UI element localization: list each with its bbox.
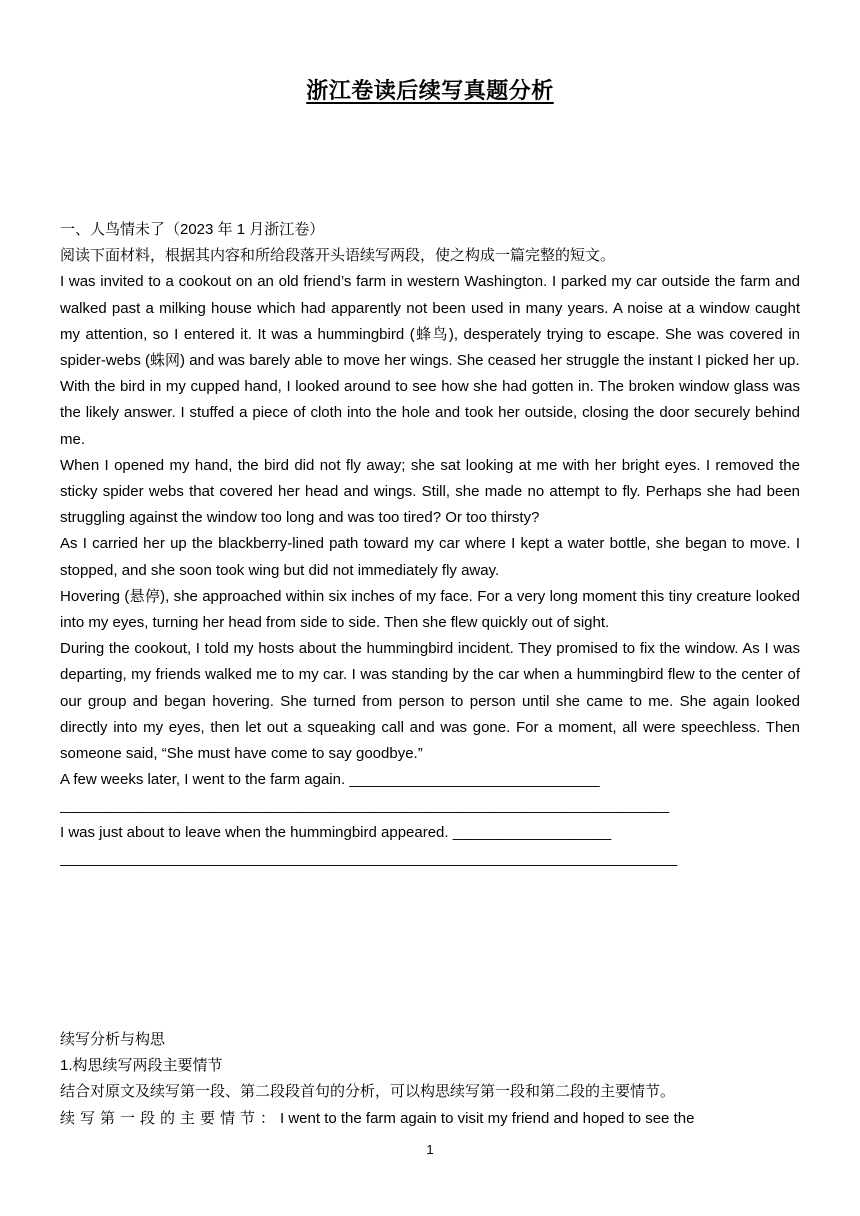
- continuation-prompt-2: I was just about to leave when the hummingbird appeared. ___________________: [60, 823, 612, 841]
- story-paragraph-6: During the cookout, I told my hosts about the hummingbird incident. They promised to fix the window. As I was departing, my friends walked me to my car. I was standing by the car when a hummingbird flew to the center of our group and began hovering. She turned from person to person until she came to me. She again looked directly into my eyes, then let out a squeaking call and was gone. For a moment, all were speechless. Then someone said, “She must have come to say goodbye.”: [60, 640, 800, 763]
- analysis-para1: [60, 1106, 800, 1132]
- answer-blank-1: _________________________________________________________________________: [60, 797, 669, 815]
- story-paragraph-4: As I carried her up the blackberry-lined path toward my car where I kept a water bottle, she began to move. I stopped, and she soon took wing but did not immediately fly away.: [60, 535, 800, 579]
- story-paragraph-2: With the bird in my cupped hand, I looked around to see how she had gotten in. The broken window glass was the likely answer. I stuffed a piece of cloth into the hole and took her outside, closing the door securely behind me.: [60, 378, 800, 448]
- continuation-prompt-1: A few weeks later, I went to the farm again. ______________________________: [60, 771, 600, 789]
- story-paragraph-1: I was invited to a cookout on an old friend’s farm in western Washington. I parked my car outside the farm and walked past a milking house which had apparently not been used in many years. A noise at a window caught my attention, so I entered it. It was a hummingbird (蜂鸟), desperately trying to escape. She was covered in spider-webs (蛛网) and was barely able to move her wings. She ceased her struggle the instant I picked her up.: [60, 273, 800, 370]
- instruction-text: 阅读下面材料，根据其内容和所给段落开头语续写两段，使之构成一篇完整的短文。: [60, 247, 616, 265]
- answer-blank-2: __________________________________________________________________________: [60, 849, 678, 867]
- analysis-para1-label: 续写第一段的主要情节：: [60, 1109, 281, 1127]
- document-body: [60, 217, 800, 872]
- analysis-para1-text: I went to the farm again to visit my friend and hoped to see the: [280, 1109, 695, 1127]
- section-heading: 一、人鸟情未了（2023 年 1 月浙江卷）: [60, 221, 325, 238]
- page-number: 1: [426, 1142, 434, 1157]
- analysis-text: 结合对原文及续写第一段、第二段段首句的分析，可以构思续写第一段和第二段的主要情节。: [60, 1083, 676, 1101]
- story-paragraph-3: When I opened my hand, the bird did not fly away; she sat looking at me with her bright eyes. I removed the sticky spider webs that covered her head and wings. Still, she made no attempt to fly. Perhaps she had been struggling against the window too long and was too tired? Or too thirsty?: [60, 456, 800, 527]
- analysis-heading: 续写分析与构思: [60, 1031, 166, 1048]
- story-paragraph-5: Hovering (悬停), she approached within six inches of my face. For a very long moment this tiny creature looked into my eyes, turning her head from side to side. Then she flew quickly out of sight.: [60, 587, 800, 632]
- document-title: 浙江卷读后续写真题分析: [306, 78, 554, 103]
- analysis-section: [60, 1027, 800, 1132]
- analysis-subheading: 1.构思续写两段主要情节: [60, 1057, 223, 1075]
